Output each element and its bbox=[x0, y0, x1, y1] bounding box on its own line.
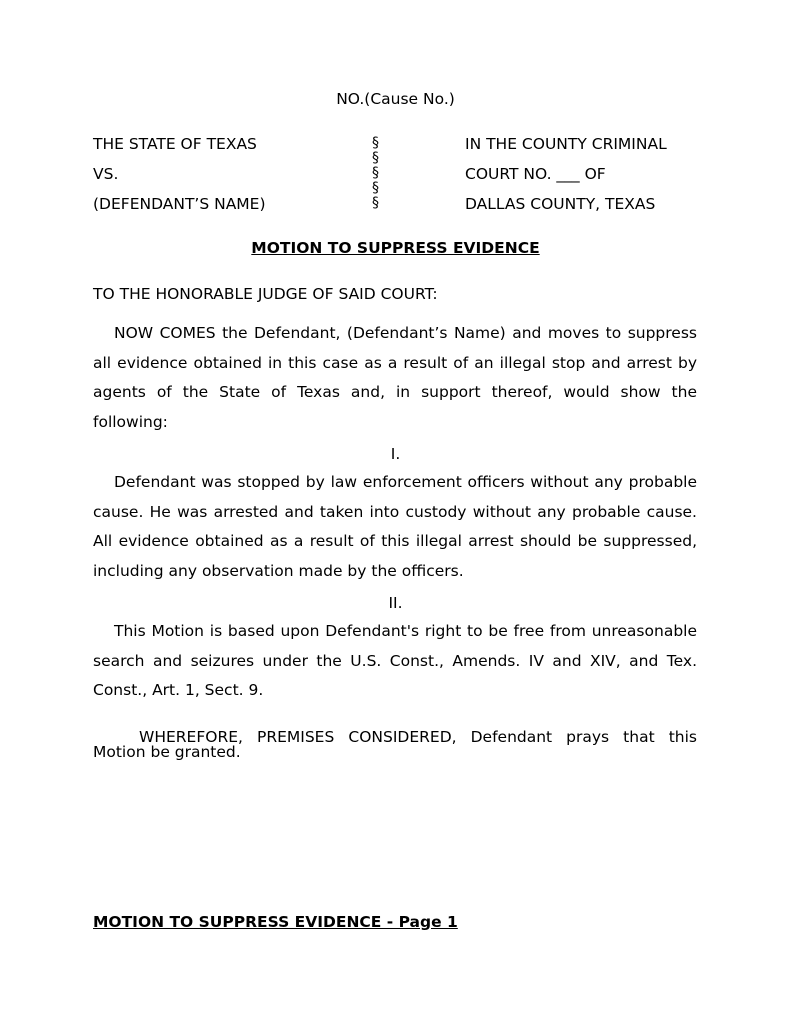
section-mark: § bbox=[372, 195, 379, 211]
section-mark: § bbox=[372, 150, 379, 166]
cause-number: NO.(Cause No.) bbox=[336, 90, 455, 108]
prayer-paragraph: WHEREFORE, PREMISES CONSIDERED, Defendant prays that this Motion be granted. bbox=[93, 728, 697, 761]
section-mark: § bbox=[372, 135, 379, 151]
caption-state: THE STATE OF TEXAS bbox=[93, 135, 257, 153]
document-title: MOTION TO SUPPRESS EVIDENCE bbox=[251, 239, 540, 257]
intro-paragraph: NOW COMES the Defendant, (Defendant’s Name) and moves to suppress all evidence obtained in this case as a result of an illegal stop and arrest by agents of the State of Texas and, in support thereof, would show the following: bbox=[93, 324, 697, 432]
salutation: TO THE HONORABLE JUDGE OF SAID COURT: bbox=[93, 285, 438, 303]
caption-court-number: COURT NO. ___ OF bbox=[465, 165, 606, 183]
caption-versus: VS. bbox=[93, 165, 119, 183]
section-paragraph: Defendant was stopped by law enforcement officers without any probable cause. He was arrested and taken into custody without any probable cause. All evidence obtained as a result of this illegal arrest should be suppressed, including any observation made by the officers. bbox=[93, 473, 697, 581]
section-numeral: I. bbox=[390, 445, 401, 463]
caption-defendant: (DEFENDANT’S NAME) bbox=[93, 195, 266, 213]
section-mark: § bbox=[372, 180, 379, 196]
section-paragraph: This Motion is based upon Defendant's right to be free from unreasonable search and seizures under the U.S. Const., Amends. IV and XIV, and Tex. Const., Art. 1, Sect. 9. bbox=[93, 622, 697, 700]
section-mark: § bbox=[372, 165, 379, 181]
caption-county: DALLAS COUNTY, TEXAS bbox=[465, 195, 656, 213]
section-numeral: II. bbox=[388, 594, 403, 612]
caption-court: IN THE COUNTY CRIMINAL bbox=[465, 135, 667, 153]
page-footer: MOTION TO SUPPRESS EVIDENCE - Page 1 bbox=[93, 913, 458, 931]
